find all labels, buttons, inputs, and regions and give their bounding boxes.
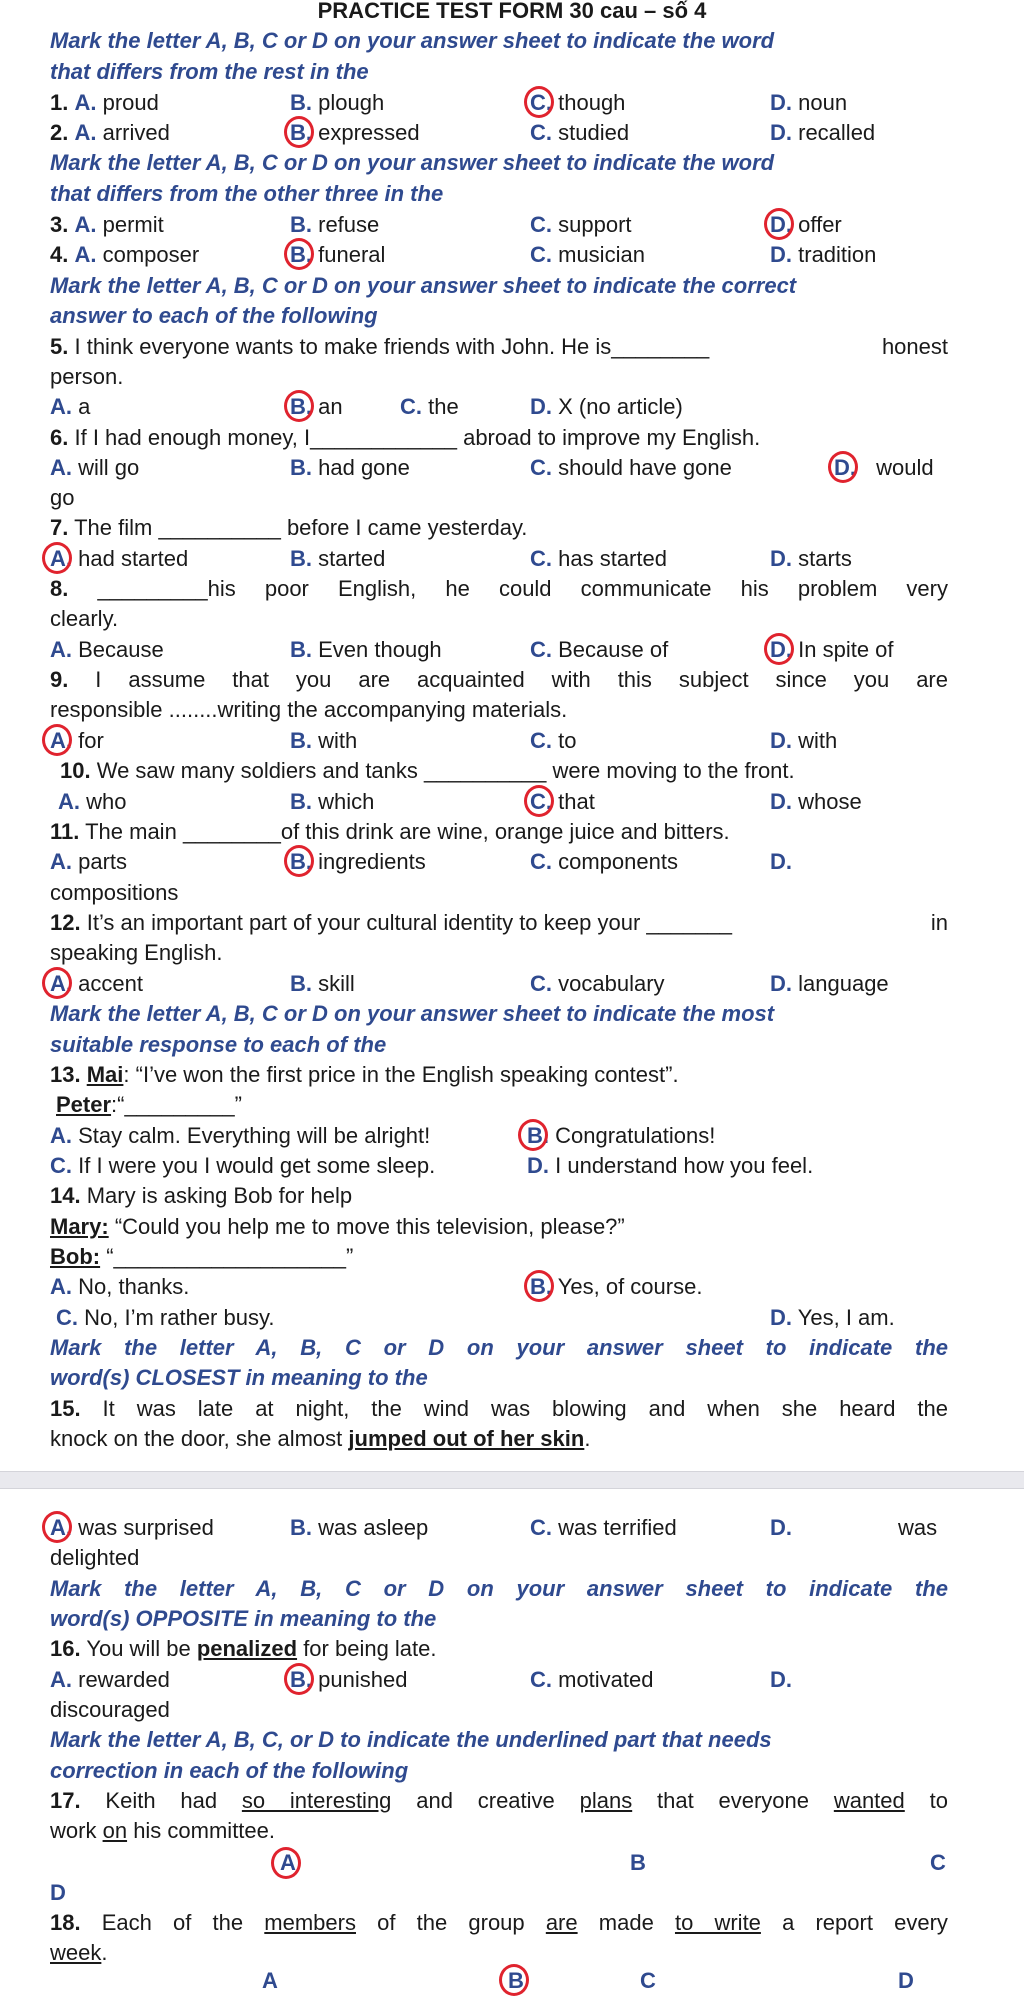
answer-circle-q1	[524, 86, 554, 118]
q14-option-a: A. No, thanks.	[50, 1274, 190, 1299]
instruction-4-line-2: suitable response to each of the	[50, 1032, 387, 1057]
q9-stem-line-2: responsible ........writing the accompanying materials.	[50, 697, 568, 722]
answer-circle-q15	[42, 1511, 72, 1543]
instruction-5-line-2: word(s) CLOSEST in meaning to the	[50, 1365, 428, 1390]
q15-stem-line-1: 15. It was late at night, the wind was blowing and when she heard the	[50, 1396, 948, 1421]
q9-option-b: B. with	[290, 728, 358, 753]
instruction-7-line-2: correction in each of the following	[50, 1758, 409, 1783]
q2-option-a: 2. A. arrived	[50, 120, 170, 145]
q3-option-d: D. offer	[770, 212, 842, 237]
q1-option-c: C. though	[530, 90, 626, 115]
q4-option-d: D. tradition	[770, 242, 877, 267]
q13-line-2: Peter:“_________”	[56, 1092, 242, 1117]
q13-option-d: D. I understand how you feel.	[527, 1153, 814, 1178]
instruction-6-line-1: Mark the letter A, B, C or D on your answer sheet to indicate the	[50, 1576, 948, 1601]
q17-label-a: A	[280, 1850, 296, 1875]
instruction-2-line-1: Mark the letter A, B, C or D on your answer sheet to indicate the word	[50, 150, 775, 175]
q5-option-c: C. the	[400, 394, 459, 419]
q18-label-d: D	[898, 1968, 914, 1993]
q11-option-d-wrap: compositions	[50, 880, 179, 905]
q9-option-a: A. for	[50, 728, 104, 753]
q10-option-c: C. that	[530, 789, 595, 814]
q14-line-2: Mary: “Could you help me to move this television, please?”	[50, 1214, 625, 1239]
q4-option-c: C. musician	[530, 242, 645, 267]
q18-label-a: A	[262, 1968, 278, 1993]
q1-option-d: D. noun	[770, 90, 848, 115]
q5-stem-line-2: person.	[50, 364, 124, 389]
q18-stem-line-1: 18. Each of the members of the group are made to write a report every	[50, 1910, 948, 1935]
q7-option-a: A. had started	[50, 546, 189, 571]
q3-option-b: B. refuse	[290, 212, 380, 237]
q9-option-c: C. to	[530, 728, 577, 753]
q18-label-b: B	[508, 1968, 524, 1993]
q11-option-d: D.	[770, 849, 792, 874]
q8-stem-line-2: clearly.	[50, 606, 119, 631]
q1-option-a: 1. A. proud	[50, 90, 159, 115]
instruction-1-line-1: Mark the letter A, B, C or D on your answer sheet to indicate the word	[50, 28, 775, 53]
q9-option-d: D. with	[770, 728, 838, 753]
q18-label-c: C	[640, 1968, 656, 1993]
answer-circle-q4	[284, 238, 314, 270]
q17-stem-line-1: 17. Keith had so interesting and creative plans that everyone wanted to	[50, 1788, 948, 1813]
q6-option-d: D. would	[834, 455, 934, 480]
q11-stem-line-1: 11. The main ________of this drink are wine, orange juice and bitters.	[50, 819, 730, 844]
q12-option-c: C. vocabulary	[530, 971, 665, 996]
q17-label-c: C	[930, 1850, 946, 1875]
q16-option-b: B. punished	[290, 1667, 408, 1692]
q8-option-b: B. Even though	[290, 637, 442, 662]
q15-stem-line-2: knock on the door, she almost jumped out of her skin.	[50, 1426, 591, 1451]
answer-circle-q16	[284, 1663, 314, 1695]
q16-stem-line-1: 16. You will be penalized for being late.	[50, 1636, 437, 1661]
q7-option-c: C. has started	[530, 546, 667, 571]
answer-circle-q14	[524, 1270, 554, 1302]
q5-stem-line-1: 5. I think everyone wants to make friends with John. He is________ honest	[50, 334, 948, 359]
answer-circle-q6	[828, 451, 858, 483]
instruction-3-line-2: answer to each of the following	[50, 303, 378, 328]
answer-circle-q10	[524, 785, 554, 817]
q14-line-3: Bob: “___________________”	[50, 1244, 354, 1269]
q16-option-d: D.	[770, 1667, 792, 1692]
q12-option-d: D. language	[770, 971, 889, 996]
q10-option-a: A. who	[58, 789, 127, 814]
instruction-4-line-1: Mark the letter A, B, C or D on your answer sheet to indicate the most	[50, 1001, 775, 1026]
q10-option-b: B. which	[290, 789, 375, 814]
q14-option-c: C. No, I’m rather busy.	[56, 1305, 275, 1330]
instruction-3-line-1: Mark the letter A, B, C or D on your answer sheet to indicate the correct	[50, 273, 797, 298]
q15-option-b: B. was asleep	[290, 1515, 429, 1540]
instruction-5-line-1: Mark the letter A, B, C or D on your answer sheet to indicate the	[50, 1335, 948, 1360]
q5-option-b: B. an	[290, 394, 343, 419]
q16-option-c: C. motivated	[530, 1667, 654, 1692]
instruction-2-line-2: that differs from the other three in the	[50, 181, 444, 206]
q7-option-b: B. started	[290, 546, 386, 571]
q11-option-a: A. parts	[50, 849, 128, 874]
instruction-7-line-1: Mark the letter A, B, C, or D to indicate the underlined part that needs	[50, 1727, 772, 1752]
q3-option-a: 3. A. permit	[50, 212, 164, 237]
q8-option-a: A. Because	[50, 637, 164, 662]
q15-option-a: A. was surprised	[50, 1515, 214, 1540]
q6-option-d-wrap: go	[50, 485, 75, 510]
answer-circle-q12	[42, 967, 72, 999]
q14-option-d: D. Yes, I am.	[770, 1305, 895, 1330]
q4-option-a: 4. A. composer	[50, 242, 200, 267]
q15-option-d: D.	[770, 1515, 792, 1540]
q9-stem-line-1: 9. I assume that you are acquainted with this subject since you are	[50, 667, 948, 692]
q14-option-b: B. Yes, of course.	[530, 1274, 703, 1299]
q18-stem-line-2: week.	[50, 1940, 108, 1965]
q8-option-d: D. In spite of	[770, 637, 894, 662]
answer-circle-q18	[499, 1964, 529, 1996]
q16-option-a: A. rewarded	[50, 1667, 170, 1692]
q17-label-b: B	[630, 1850, 646, 1875]
answer-circle-q9	[42, 724, 72, 756]
q17-stem-line-2: work on his committee.	[50, 1818, 276, 1843]
answer-circle-q7	[42, 542, 72, 574]
q4-option-b: B. funeral	[290, 242, 386, 267]
q10-option-d: D. whose	[770, 789, 862, 814]
q5-option-a: A. a	[50, 394, 91, 419]
instruction-1-line-2: that differs from the rest in the	[50, 59, 369, 84]
q6-option-b: B. had gone	[290, 455, 410, 480]
q15-option-d-text: was	[898, 1515, 938, 1540]
q15-option-d-wrap: delighted	[50, 1545, 140, 1570]
answer-circle-q5	[284, 390, 314, 422]
answer-circle-q11	[284, 845, 314, 877]
q17-label-d: D	[50, 1880, 66, 1905]
q5-option-d: D. X (no article)	[530, 394, 683, 419]
q6-stem-line-1: 6. If I had enough money, I____________ abroad to improve my English.	[50, 425, 761, 450]
q13-option-b: B. Congratulations!	[527, 1123, 716, 1148]
q8-stem-line-1: 8. _________his poor English, he could communicate his problem very	[50, 576, 948, 601]
q7-option-d: D. starts	[770, 546, 852, 571]
q3-option-c: C. support	[530, 212, 632, 237]
q10-stem-line-1: 10. We saw many soldiers and tanks __________ were moving to the front.	[60, 758, 795, 783]
q13-option-a: A. Stay calm. Everything will be alright!	[50, 1123, 431, 1148]
q8-option-c: C. Because of	[530, 637, 669, 662]
answer-circle-q8	[764, 633, 794, 665]
q12-stem-line-1: 12. It’s an important part of your cultural identity to keep your _______ in	[50, 910, 948, 935]
instruction-6-line-2: word(s) OPPOSITE in meaning to the	[50, 1606, 437, 1631]
q14-line-1: 14. Mary is asking Bob for help	[50, 1183, 353, 1208]
q11-option-c: C. components	[530, 849, 678, 874]
page-break-divider	[0, 1471, 1024, 1489]
q13-option-c: C. If I were you I would get some sleep.	[50, 1153, 436, 1178]
answer-circle-q2	[284, 116, 314, 148]
q16-option-d-wrap: discouraged	[50, 1697, 170, 1722]
page-title: PRACTICE TEST FORM 30 cau – số 4	[317, 0, 707, 23]
answer-circle-q3	[764, 208, 794, 240]
q12-option-a: A. accent	[50, 971, 143, 996]
q15-option-c: C. was terrified	[530, 1515, 677, 1540]
q2-option-c: C. studied	[530, 120, 630, 145]
q11-option-b: B. ingredients	[290, 849, 426, 874]
q2-option-d: D. recalled	[770, 120, 876, 145]
q2-option-b: B. expressed	[290, 120, 420, 145]
q12-stem-line-2: speaking English.	[50, 940, 223, 965]
q6-option-a: A. will go	[50, 455, 140, 480]
q12-option-b: B. skill	[290, 971, 355, 996]
q1-option-b: B. plough	[290, 90, 385, 115]
q7-stem-line-1: 7. The film __________ before I came yesterday.	[50, 515, 528, 540]
q6-option-c: C. should have gone	[530, 455, 732, 480]
answer-circle-q13	[518, 1119, 548, 1151]
q13-line-1: 13. Mai: “I’ve won the first price in the English speaking contest”.	[50, 1062, 679, 1087]
answer-circle-q17	[271, 1847, 301, 1879]
